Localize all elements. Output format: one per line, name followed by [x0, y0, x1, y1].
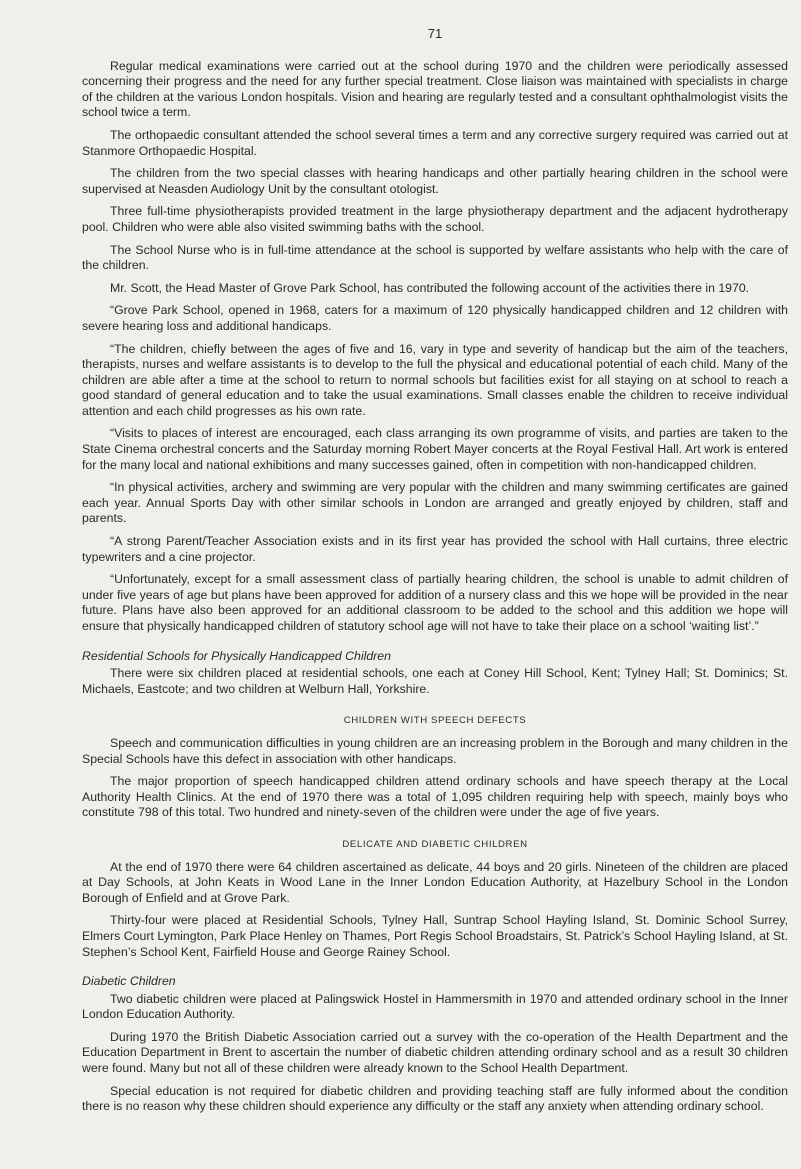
paragraph-head-master: Mr. Scott, the Head Master of Grove Park School, has contributed the following account of the activities there in 1970.: [110, 280, 750, 295]
paragraph-diabetic-survey: During 1970 the British Diabetic Association carried out a survey with the co-operation of the Health Department and the Education Department in Brent to ascertain the number of diabetic children attending ordinary school and as a result 30 children were found. Many but not all of these children were already known to the School Health Department.: [82, 1029, 788, 1076]
document-page: [82, 26, 788, 1122]
paragraph-school-nurse: The School Nurse who is in full-time attendance at the school is supported by welfare assistants who help with the care of the children.: [82, 242, 788, 273]
paragraph-special-education: Special education is not required for diabetic children and providing teaching staff are fully informed about the condition there is no reason why these children should experience any difficulty or the staff any anxiety when attending ordinary school.: [82, 1083, 788, 1114]
paragraph-unfortunately: “Unfortunately, except for a small assessment class of partially hearing children, the school is unable to admit children of under five years of age but plans have been approved for addition of a nursery class and this we hope will be provided in the near future. Plans have also been approved for an additional classroom to be added to the school and this addition we hope will ensure that physically handicapped children of statutory school age will not have to take their place on a school ‘waiting list’.”: [82, 572, 788, 633]
paragraph-palingswick: Two diabetic children were placed at Palingswick Hostel in Hammersmith in 1970 and attended ordinary school in the Inner London Education Authority.: [82, 991, 788, 1022]
heading-diabetic-children: Diabetic Children: [82, 974, 176, 989]
page-number: 71: [427, 26, 443, 41]
heading-residential-schools: Residential Schools for Physically Handicapped Children: [82, 648, 391, 663]
paragraph-speech-therapy: The major proportion of speech handicapped children attend ordinary schools and have speech therapy at the Local Authority Health Clinics. At the end of 1970 there was a total of 1,095 children requiring help with speech, mainly boys who constitute 798 of this total. Two hundred and ninety-seven of the children were under the age of five years.: [82, 774, 788, 820]
paragraph-visits: “Visits to places of interest are encouraged, each class arranging its own programme of visits, and parties are taken to the State Cinema orchestral concerts and the Saturday morning Robert Mayer concerts at the Royal Festival Hall. Art work is entered for the many local and national exhibitions and many successes gained, often in competition with non-handicapped children.: [82, 426, 788, 472]
paragraph-children-ages: “The children, chiefly between the ages of five and 16, vary in type and severity of handicap but the aim of the teachers, therapists, nurses and welfare assistants is to develop to the full the physical and educational potential of each child. Many of the children are able after a time at the school to return to normal schools but facilities exist for all staying on at school to reach a good standard of general education and to take the usual examinations. Small classes enable the children to receive individual attention and each child progresses as his own rate.: [82, 341, 788, 418]
paragraph-orthopaedic: The orthopaedic consultant attended the school several times a term and any corrective surgery required was carried out at Stanmore Orthopaedic Hospital.: [82, 127, 788, 158]
paragraph-residential-placements: There were six children placed at residential schools, one each at Coney Hill School, Kent; Tylney Hall; St. Dominics; St. Michaels, Eastcote; and two children at Welburn Hall, Yorkshire.: [82, 666, 788, 696]
paragraph-physical-activities: “In physical activities, archery and swimming are very popular with the children and many swimming certificates are gained each year. Annual Sports Day with other similar schools in London are arranged and greatly enjoyed by children, staff and parents.: [82, 480, 788, 526]
paragraph-medical-examinations: Regular medical examinations were carried out at the school during 1970 and the children were periodically assessed concerning their progress and the need for any further special treatment. Close liaison was maintained with specialists in charge of the children at the various London hospitals. Vision and hearing are regularly tested and a consultant ophthalmologist visits the school twice a term.: [82, 58, 788, 120]
paragraph-grove-park-opened: “Grove Park School, opened in 1968, caters for a maximum of 120 physically handicapped children and 12 children with severe hearing loss and additional handicaps.: [82, 303, 788, 333]
heading-delicate-diabetic: DELICATE AND DIABETIC CHILDREN: [342, 838, 528, 850]
paragraph-delicate-count: At the end of 1970 there were 64 children ascertained as delicate, 44 boys and 20 girls. Nineteen of the children are placed at Day Schools, at John Keats in Wood Lane in the Inner London Education Authority, at Hazelbury School in the London Borough of Enfield and at Grove Park.: [82, 859, 788, 905]
paragraph-speech-difficulties: Speech and communication difficulties in young children are an increasing problem in the Borough and many children in the Special Schools have this defect in association with other handicaps.: [82, 735, 788, 766]
heading-speech-defects: CHILDREN WITH SPEECH DEFECTS: [343, 715, 527, 727]
paragraph-parent-teacher: “A strong Parent/Teacher Association exists and in its first year has provided the school with Hall curtains, three electric typewriters and a cine projector.: [82, 534, 788, 564]
paragraph-physiotherapists: Three full-time physiotherapists provided treatment in the large physiotherapy department and the adjacent hydrotherapy pool. Children who were able also visited swimming baths with the school.: [82, 204, 788, 234]
paragraph-residential-delicate: Thirty-four were placed at Residential Schools, Tylney Hall, Suntrap School Hayling Island, St. Dominic School Surrey, Elmers Court Lymington, Park Place Henley on Thames, Port Regis School Broadstairs, St. Patrick’s School Hayling Island, at St. Stephen’s School Kent, Fairfield House and George Rainey School.: [82, 913, 788, 959]
paragraph-hearing-classes: The children from the two special classes with hearing handicaps and other partially hearing children in the school were supervised at Neasden Audiology Unit by the consultant otologist.: [82, 166, 788, 196]
